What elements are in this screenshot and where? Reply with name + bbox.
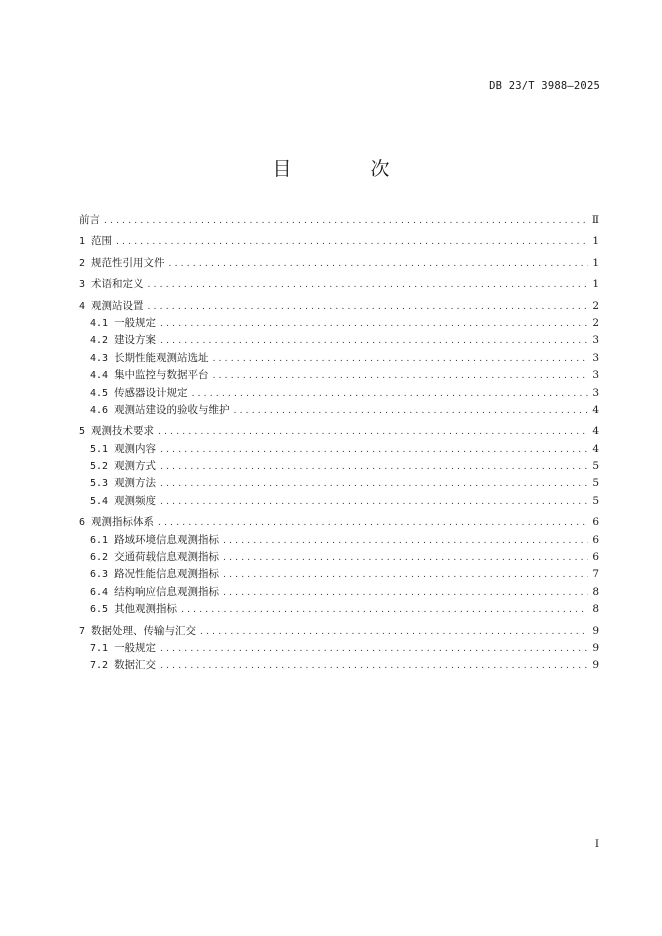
entry-label: 范围	[91, 235, 113, 248]
table-of-contents	[79, 212, 599, 675]
entry-page-number: 1	[592, 235, 599, 248]
toc-entry-5-4[interactable]	[79, 493, 599, 510]
entry-number: 6.2	[90, 552, 109, 564]
entry-label: 观测技术要求	[91, 425, 155, 438]
entry-number: 7	[79, 625, 86, 637]
entry-page-number: 5	[592, 460, 599, 473]
dot-leader	[160, 442, 588, 459]
toc-entry-data-processing[interactable]	[79, 623, 599, 640]
toc-entry-6-3[interactable]	[79, 566, 599, 583]
entry-number: 4.3	[90, 352, 109, 364]
entry-number: 6.3	[90, 569, 109, 581]
entry-number: 4.6	[90, 404, 109, 416]
entry-number: 5.1	[90, 443, 109, 455]
entry-label: 传感器设计规定	[114, 386, 188, 399]
document-code: DB 23/T 3988—2025	[489, 80, 600, 92]
entry-number: 5.3	[90, 478, 109, 490]
toc-entry-terms-definitions[interactable]	[79, 276, 599, 293]
dot-leader	[200, 624, 588, 641]
entry-number: 6.1	[90, 534, 109, 546]
entry-page-number: 3	[592, 369, 599, 382]
dot-leader	[234, 403, 588, 420]
entry-number: 4.5	[90, 387, 109, 399]
entry-label: 结构响应信息观测指标	[114, 585, 220, 598]
toc-entry-6-1[interactable]	[79, 532, 599, 549]
entry-label: 观测站设置	[91, 299, 144, 312]
toc-entry-6-4[interactable]	[79, 584, 599, 601]
entry-label: 路况性能信息观测指标	[114, 568, 220, 581]
entry-page-number: 1	[592, 256, 599, 269]
dot-leader	[160, 641, 588, 658]
dot-leader	[160, 658, 588, 675]
entry-number: 5.2	[90, 461, 109, 473]
entry-label: 术语和定义	[91, 278, 144, 291]
entry-number: 3	[79, 279, 86, 291]
entry-number: 2	[79, 257, 86, 269]
toc-entry-4-1[interactable]	[79, 315, 599, 332]
entry-page-number: 1	[592, 278, 599, 291]
toc-entry-observation-requirements[interactable]	[79, 423, 599, 440]
toc-entry-7-2[interactable]	[79, 657, 599, 674]
entry-page-number: 4	[592, 425, 599, 438]
toc-entry-7-1[interactable]	[79, 640, 599, 657]
entry-label: 规范性引用文件	[91, 256, 165, 269]
dot-leader	[160, 459, 588, 476]
dot-leader	[223, 533, 588, 550]
toc-title: 目 次	[272, 158, 420, 180]
entry-page-number: 5	[592, 477, 599, 490]
dot-leader	[104, 213, 588, 230]
entry-page-number: 3	[592, 351, 599, 364]
dot-leader	[148, 277, 588, 294]
toc-entry-indicator-system[interactable]	[79, 514, 599, 531]
entry-label: 一般规定	[114, 316, 157, 329]
entry-number: 7.2	[90, 660, 109, 672]
toc-entry-normative-references[interactable]	[79, 255, 599, 272]
toc-entry-5-2[interactable]	[79, 458, 599, 475]
entry-number: 1	[79, 236, 86, 248]
entry-number: 6.5	[90, 604, 109, 616]
toc-entry-4-5[interactable]	[79, 385, 599, 402]
entry-page-number: Ⅱ	[591, 214, 599, 226]
dot-leader	[192, 386, 588, 403]
entry-label: 观测内容	[114, 442, 157, 455]
toc-entry-6-5[interactable]	[79, 601, 599, 618]
entry-page-number: 6	[592, 551, 599, 564]
entry-number: 4.2	[90, 335, 109, 347]
entry-page-number: 2	[592, 316, 599, 329]
dot-leader	[158, 515, 588, 532]
dot-leader	[213, 351, 588, 368]
toc-entry-foreword[interactable]	[79, 212, 599, 229]
entry-page-number: 3	[592, 386, 599, 399]
dot-leader	[116, 234, 588, 251]
toc-entry-scope[interactable]	[79, 233, 599, 250]
entry-page-number: 5	[592, 494, 599, 507]
dot-leader	[213, 368, 588, 385]
entry-number: 4	[79, 300, 86, 312]
entry-page-number: 8	[592, 603, 599, 616]
entry-label: 一般规定	[114, 641, 157, 654]
entry-number: 5.4	[90, 495, 109, 507]
dot-leader	[181, 602, 588, 619]
entry-page-number: 7	[592, 568, 599, 581]
entry-label: 观测频度	[114, 494, 157, 507]
entry-label: 观测站建设的验收与维护	[114, 403, 230, 416]
toc-entry-4-6[interactable]	[79, 402, 599, 419]
entry-number: 7.1	[90, 642, 109, 654]
entry-page-number: 9	[592, 659, 599, 672]
entry-number: 6	[79, 517, 86, 529]
page-number: I	[594, 838, 599, 850]
dot-leader	[158, 424, 588, 441]
dot-leader	[160, 494, 588, 511]
dot-leader	[148, 299, 588, 316]
entry-page-number: 4	[592, 442, 599, 455]
toc-entry-station-setup[interactable]	[79, 298, 599, 315]
entry-label: 观测方式	[114, 460, 157, 473]
entry-page-number: 3	[592, 334, 599, 347]
entry-label: 观测方法	[114, 477, 157, 490]
entry-page-number: 8	[592, 585, 599, 598]
entry-page-number: 9	[592, 624, 599, 637]
toc-entry-5-1[interactable]	[79, 441, 599, 458]
entry-number: 4.1	[90, 317, 109, 329]
dot-leader	[160, 333, 588, 350]
dot-leader	[160, 476, 588, 493]
toc-entry-4-2[interactable]	[79, 332, 599, 349]
entry-page-number: 6	[592, 516, 599, 529]
entry-label: 前言	[79, 214, 100, 226]
entry-number: 4.4	[90, 370, 109, 382]
entry-label: 建设方案	[114, 334, 157, 347]
entry-label: 路域环境信息观测指标	[114, 533, 220, 546]
entry-page-number: 2	[592, 299, 599, 312]
entry-label: 集中监控与数据平台	[114, 369, 209, 382]
entry-page-number: 9	[592, 641, 599, 654]
entry-number: 6.4	[90, 586, 109, 598]
dot-leader	[169, 256, 588, 273]
entry-label: 数据汇交	[114, 659, 157, 672]
toc-entry-4-4[interactable]	[79, 367, 599, 384]
entry-label: 交通荷载信息观测指标	[114, 551, 220, 564]
entry-page-number: 4	[592, 403, 599, 416]
toc-entry-5-3[interactable]	[79, 475, 599, 492]
entry-label: 观测指标体系	[91, 516, 155, 529]
entry-page-number: 6	[592, 533, 599, 546]
entry-number: 5	[79, 426, 86, 438]
toc-entry-4-3[interactable]	[79, 350, 599, 367]
dot-leader	[160, 316, 588, 333]
dot-leader	[223, 585, 588, 602]
entry-label: 长期性能观测站选址	[114, 351, 209, 364]
toc-entry-6-2[interactable]	[79, 549, 599, 566]
dot-leader	[223, 567, 588, 584]
dot-leader	[223, 550, 588, 567]
entry-label: 其他观测指标	[114, 603, 178, 616]
entry-label: 数据处理、传输与汇交	[91, 624, 197, 637]
